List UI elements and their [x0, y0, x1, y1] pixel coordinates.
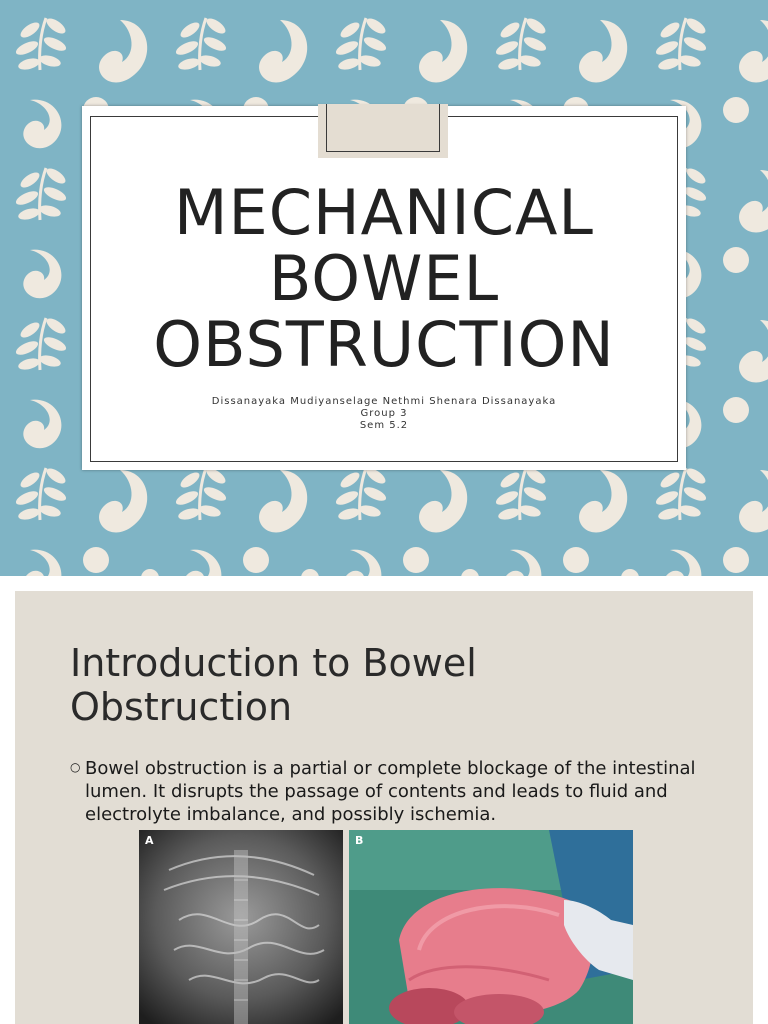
slide-subtitle [82, 396, 686, 432]
figure-label-a: A [145, 834, 154, 847]
slide-heading: Introduction to Bowel Obstruction [70, 641, 477, 729]
title-card-tab [318, 104, 448, 158]
title-line-2: BOWEL [268, 242, 500, 315]
bullet-text: Bowel obstruction is a partial or complete blockage of the intestinal lumen. It disrupts the passage of contents and leads to fluid and electrolyte imbalance, and possibly ischemia. [85, 758, 696, 825]
author-name: Dissanayaka Mudiyanselage Nethmi Shenara Dissanayaka [211, 396, 557, 407]
intro-slide [15, 591, 753, 1024]
xray-image [139, 830, 343, 1024]
group-label: Group 3 [360, 408, 408, 419]
slide-title [82, 176, 686, 381]
title-card [82, 106, 686, 470]
title-line-1: MECHANICAL [174, 176, 594, 249]
bullet-item [70, 757, 710, 826]
semester-label: Sem 5.2 [359, 420, 409, 431]
title-line-3: OBSTRUCTION [153, 308, 615, 381]
figure-label-b: B [355, 834, 364, 847]
bullet-circle-icon: ○ [70, 760, 81, 774]
surgical-photo [349, 830, 633, 1024]
